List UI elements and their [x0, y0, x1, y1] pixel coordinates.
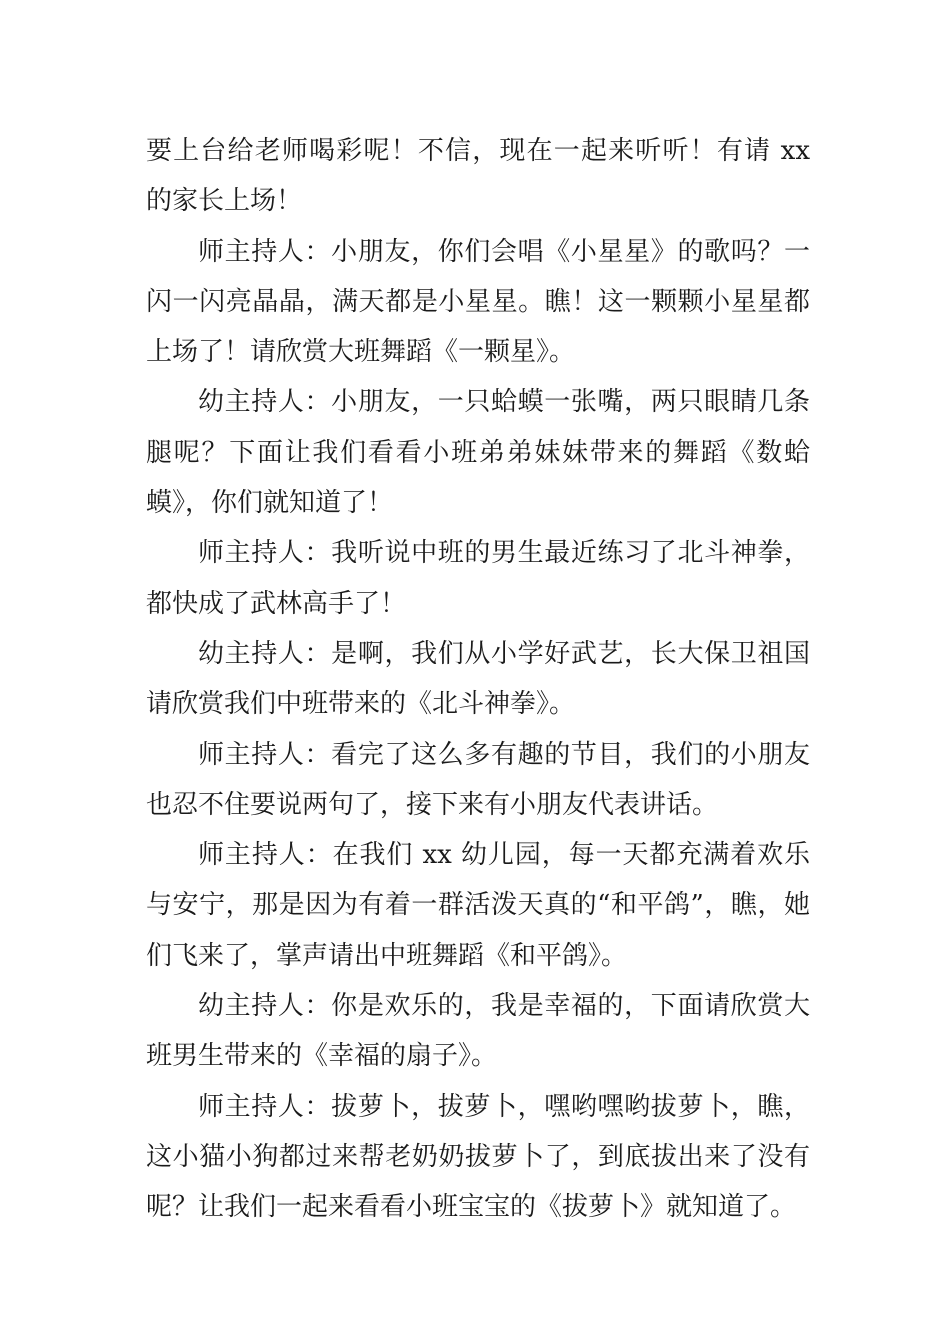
paragraph-continuation: 要上台给老师喝彩呢！不信，现在一起来听听！有请 xx 的家长上场！: [146, 136, 810, 217]
paragraph: 师主持人：小朋友，你们会唱《小星星》的歌吗？一闪一闪亮晶晶，满天都是小星星。瞧！这一颗颗小星星都上场了！请欣赏大班舞蹈《一颗星》。: [146, 236, 810, 368]
paragraph: 幼主持人：你是欢乐的，我是幸福的，下面请欣赏大班男生带来的《幸福的扇子》。: [146, 991, 810, 1072]
paragraph: 师主持人：在我们 xx 幼儿园，每一天都充满着欢乐与安宁，那是因为有着一群活泼天真的“和平鸽”，瞧，她们飞来了，掌声请出中班舞蹈《和平鸽》。: [146, 840, 810, 971]
paragraph: 幼主持人：是啊，我们从小学好武艺，长大保卫祖国请欣赏我们中班带来的《北斗神拳》。: [146, 638, 810, 720]
paragraph: 幼主持人：小朋友，一只蛤蟆一张嘴，两只眼睛几条腿呢？下面让我们看看小班弟弟妹妹带来的舞蹈《数蛤蟆》，你们就知道了！: [146, 387, 810, 519]
document-body: [146, 126, 810, 1233]
paragraph: 师主持人：看完了这么多有趣的节目，我们的小朋友也忍不住要说两句了，接下来有小朋友代表讲话。: [146, 739, 810, 820]
paragraph: 师主持人：我听说中班的男生最近练习了北斗神拳，都快成了武林高手了！: [146, 538, 810, 619]
paragraph: 师主持人：拔萝卜，拔萝卜，嘿哟嘿哟拔萝卜，瞧，这小猫小狗都过来帮老奶奶拔萝卜了，到底拔出来了没有呢？让我们一起来看看小班宝宝的《拔萝卜》就知道了。: [146, 1091, 810, 1223]
